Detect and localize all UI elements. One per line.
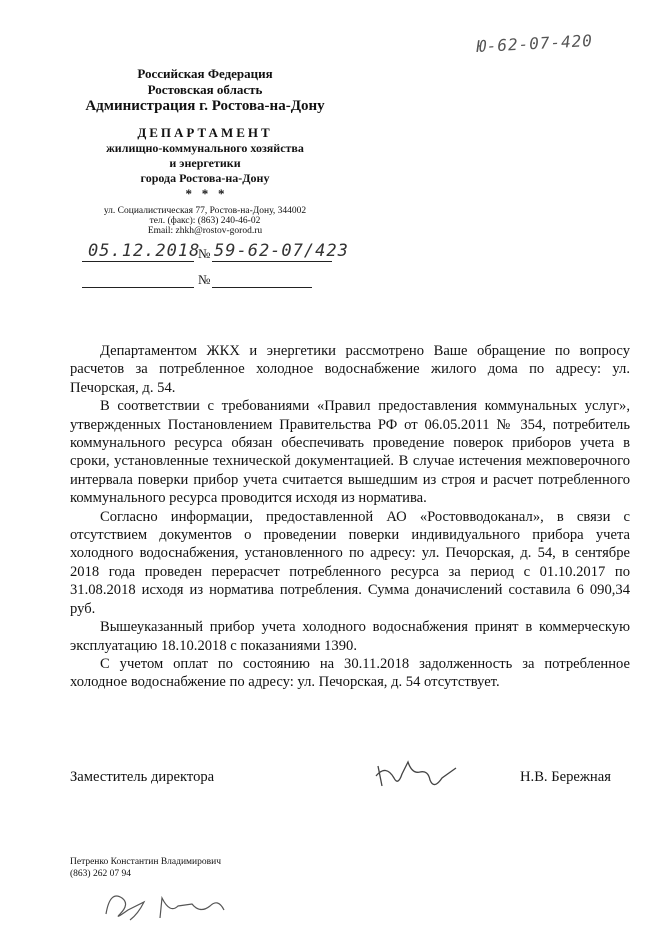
registration-date: 05.12.2018 — [88, 241, 201, 261]
number-rule — [212, 261, 332, 262]
letter-body — [70, 342, 630, 692]
registration-number: 59-62-07/423 — [214, 241, 349, 261]
paragraph-2: В соответствии с требованиями «Правил предоставления коммунальных услуг», утвержденных Постановлением Правительства РФ от 06.05.2011 № 354, потребитель коммунального ресурса обязан обеспечивать проведение поверок приборов учета в сроки, установленные технической документацией. В случае истечения межповерочного интервала поверки прибор учета считается вышедшим из строя и расчет потребленного коммунального ресурса проводится исходя из норматива. — [70, 398, 630, 507]
executor-phone: (863) 262 07 94 — [70, 869, 131, 879]
department-line-2: и энергетики — [169, 156, 241, 170]
department-line-3: города Ростова-на-Дону — [140, 171, 270, 185]
paragraph-4: Вышеуказанный прибор учета холодного водоснабжения принят в коммерческую эксплуатацию 18.10.2018 с показаниями 1390. — [70, 619, 630, 654]
executor-name: Петренко Константин Владимирович — [70, 857, 221, 867]
number-label: № — [198, 246, 211, 261]
signatory-name: Н.В. Бережная — [520, 769, 611, 785]
region: Ростовская область — [147, 82, 263, 97]
second-number-label: № — [198, 272, 211, 287]
second-number-rule — [212, 287, 312, 288]
address: ул. Социалистическая 77, Ростов-на-Дону, 344002 — [103, 206, 307, 216]
registration-stamp: Ю-62-07-420 — [475, 30, 594, 57]
second-date-rule — [82, 287, 194, 288]
letterhead — [70, 66, 340, 236]
department-title: ДЕПАРТАМЕНТ — [137, 125, 273, 140]
email: Email: zhkh@rostov-gorod.ru — [147, 226, 263, 236]
paragraph-1: Департаментом ЖКХ и энергетики рассмотрено Ваше обращение по вопросу расчетов за потребленное холодное водоснабжение жилого дома по адресу: ул. Печорская, д. 54. — [70, 343, 630, 396]
signatory-position: Заместитель директора — [70, 769, 215, 785]
phone: тел. (факс): (863) 240-46-02 — [149, 216, 261, 226]
stars-divider: * * * — [185, 186, 225, 201]
bottom-initials-scribble — [100, 884, 240, 928]
paragraph-3: Согласно информации, предоставленной АО «Ростовводоканал», в связи с отсутствием документов о проведении поверки индивидуального прибора учета холодного водоснабжения, установленного по адресу: ул. Печорская, д. 54, в сентябре 2018 года проведен перерасчет потребленного ресурса за период с 01.10.2017 по 31.08.2018 исходя из норматива потребления. Сумма доначислений составила 6 090,34 руб. — [70, 508, 630, 617]
date-rule — [82, 261, 194, 262]
department-line-1: жилищно-коммунального хозяйства — [106, 141, 304, 155]
country: Российская Федерация — [137, 66, 273, 81]
administration: Администрация г. Ростова-на-Дону — [85, 98, 325, 114]
signature-scribble — [372, 756, 462, 796]
paragraph-5: С учетом оплат по состоянию на 30.11.2018 задолженность за потребленное холодное водоснабжение по адресу: ул. Печорская, д. 54 отсутствует. — [70, 655, 630, 691]
